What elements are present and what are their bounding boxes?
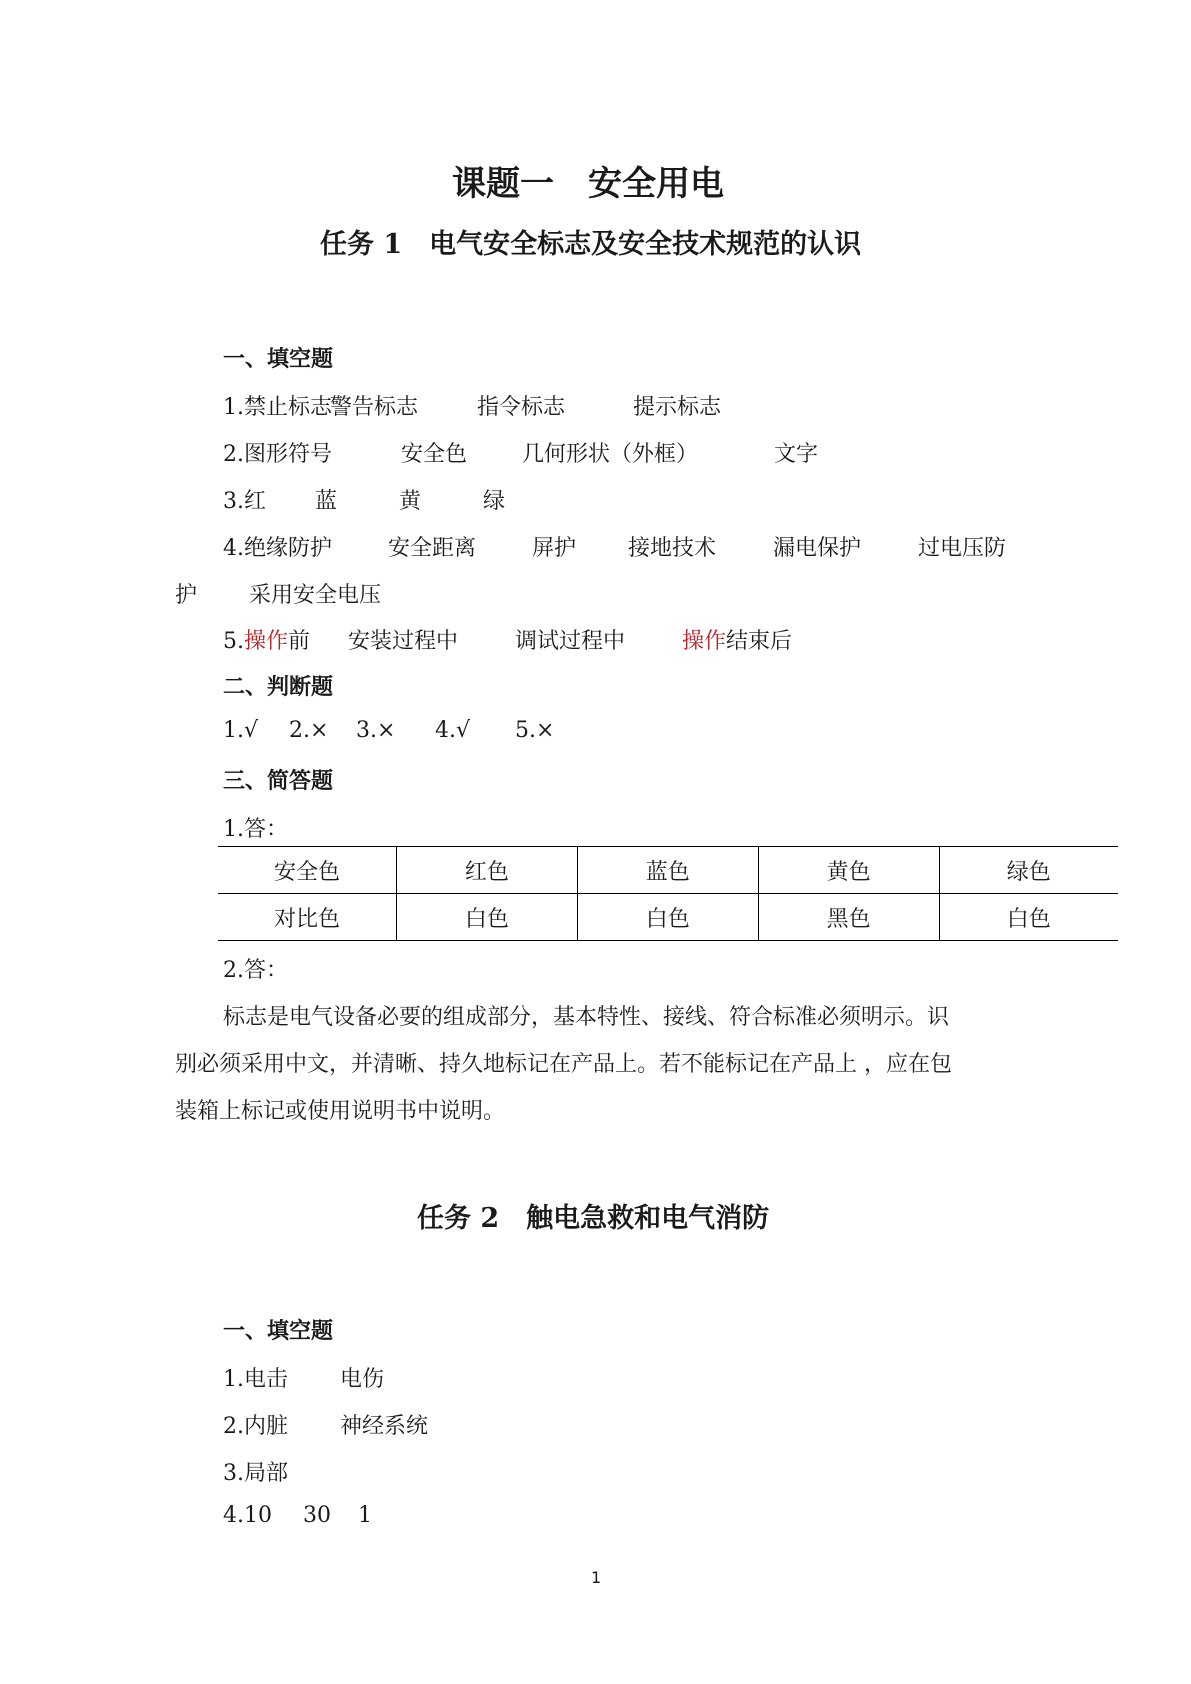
q5-item-install: 安装过程中 bbox=[348, 629, 459, 654]
table-cell: 黄色 bbox=[758, 847, 939, 894]
task1-judge-heading: 二、判断题 bbox=[223, 674, 334, 700]
task1-fill-q5 bbox=[223, 624, 792, 655]
t2-q1-item-2: 电伤 bbox=[340, 1367, 385, 1392]
t2-q1-item-1: 1.电击 bbox=[223, 1367, 288, 1392]
t2-q4-item-3: 1 bbox=[358, 1503, 372, 1528]
t2-q4-item-1: 4.10 bbox=[223, 1503, 272, 1528]
q4-item-1: 4.绝缘防护 bbox=[223, 536, 332, 561]
judge-2: 2.× bbox=[289, 718, 329, 743]
q1-item-1: 1.禁止标志 bbox=[223, 395, 332, 420]
t2-q4-item-2: 30 bbox=[303, 1503, 331, 1528]
task1-judge-answers bbox=[223, 718, 554, 743]
task2-fill-q4 bbox=[223, 1503, 372, 1528]
answer2-line-2: 别必须采用中文，并清晰、持久地标记在产品上。若不能标记在产品上 ，应在包 bbox=[175, 1052, 952, 1077]
answer1-label: 1.答： bbox=[223, 817, 288, 842]
answer2-label: 2.答： bbox=[223, 958, 288, 983]
table-cell: 黑色 bbox=[758, 894, 939, 941]
page-number: 1 bbox=[591, 1568, 602, 1587]
table-cell: 绿色 bbox=[939, 847, 1118, 894]
q1-item-4: 提示标志 bbox=[633, 395, 722, 420]
table-row bbox=[218, 847, 1118, 894]
table-cell: 蓝色 bbox=[577, 847, 758, 894]
q4-item-6: 过电压防 bbox=[918, 536, 1007, 561]
table-cell: 白色 bbox=[577, 894, 758, 941]
q5-item-debug: 调试过程中 bbox=[515, 629, 626, 654]
q5-operation-highlight-1: 操作 bbox=[244, 629, 289, 654]
q5-num: 5. bbox=[223, 629, 244, 654]
safety-color-table bbox=[218, 846, 1118, 941]
task1-fill-q4 bbox=[223, 531, 1006, 562]
table-cell: 对比色 bbox=[218, 894, 397, 941]
table-cell: 白色 bbox=[939, 894, 1118, 941]
task1-fill-q4-continued bbox=[175, 578, 381, 609]
task2-title: 任务 2 触电急救和电气消防 bbox=[417, 1203, 770, 1234]
t2-q2-item-2: 神经系统 bbox=[340, 1414, 429, 1439]
task1-fill-heading: 一、填空题 bbox=[223, 346, 334, 372]
task2-fill-q3 bbox=[223, 1456, 288, 1487]
judge-3: 3.× bbox=[356, 718, 396, 743]
task1-short-heading: 三、简答题 bbox=[223, 768, 334, 794]
table-cell: 白色 bbox=[397, 894, 578, 941]
q2-item-2: 安全色 bbox=[401, 442, 468, 467]
q5-operation-highlight-2: 操作 bbox=[682, 629, 727, 654]
q3-item-4: 绿 bbox=[483, 489, 506, 514]
page-title: 课题一 安全用电 bbox=[452, 164, 724, 204]
q4-cont-2: 采用安全电压 bbox=[249, 583, 382, 608]
t2-q2-item-1: 2.内脏 bbox=[223, 1414, 288, 1439]
q2-item-4: 文字 bbox=[774, 442, 819, 467]
task2-fill-q2 bbox=[223, 1409, 428, 1440]
table-cell: 红色 bbox=[397, 847, 578, 894]
q4-item-5: 漏电保护 bbox=[773, 536, 862, 561]
table-cell: 安全色 bbox=[218, 847, 397, 894]
q4-item-3: 屏护 bbox=[532, 536, 577, 561]
q2-item-1: 2.图形符号 bbox=[223, 442, 332, 467]
q3-item-1: 3.红 bbox=[223, 489, 266, 514]
q4-item-2: 安全距离 bbox=[388, 536, 477, 561]
q5-item-before: 前 bbox=[288, 629, 311, 654]
q2-item-3: 几何形状（外框） bbox=[522, 442, 699, 467]
judge-5: 5.× bbox=[515, 718, 555, 743]
task2-fill-q1 bbox=[223, 1362, 384, 1393]
q1-item-3: 指令标志 bbox=[477, 395, 566, 420]
task1-title: 任务 1 电气安全标志及安全技术规范的认识 bbox=[320, 229, 862, 260]
answer2-line-3: 装箱上标记或使用说明书中说明。 bbox=[175, 1099, 506, 1124]
task1-fill-q1 bbox=[223, 390, 721, 421]
q1-item-2: 警告标志 bbox=[330, 395, 419, 420]
task1-fill-q3 bbox=[223, 484, 505, 515]
t2-q3-item-1: 3.局部 bbox=[223, 1461, 288, 1486]
answer2-line-1: 标志是电气设备必要的组成部分，基本特性、接线、符合标准必须明示。识 bbox=[223, 1005, 950, 1030]
q4-item-4: 接地技术 bbox=[628, 536, 717, 561]
q3-item-2: 蓝 bbox=[315, 489, 338, 514]
q3-item-3: 黄 bbox=[399, 489, 422, 514]
table-row bbox=[218, 894, 1118, 941]
judge-4: 4.√ bbox=[435, 718, 471, 743]
task1-fill-q2 bbox=[223, 437, 818, 468]
q5-item-after: 结束后 bbox=[726, 629, 793, 654]
task2-fill-heading: 一、填空题 bbox=[223, 1318, 334, 1344]
judge-1: 1.√ bbox=[223, 718, 259, 743]
q4-cont-1: 护 bbox=[175, 583, 198, 608]
